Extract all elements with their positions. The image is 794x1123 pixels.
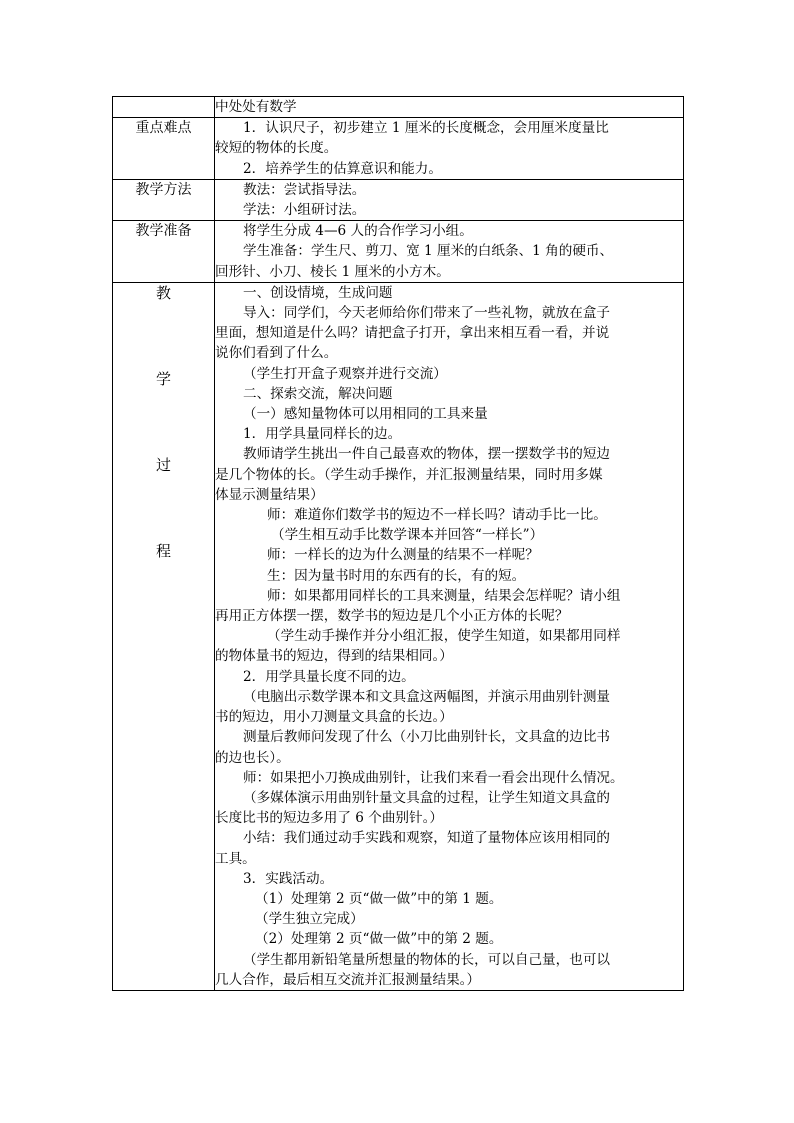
section-heading: 二、探索交流，解决问题	[243, 385, 393, 402]
text-line: 师：如果都用同样长的工具来测量，结果会怎样呢？请小组	[267, 587, 621, 604]
process-label-char: 过	[155, 455, 171, 474]
sub-heading: （一）感知量物体可以用相同的工具来量	[243, 406, 488, 423]
text-line: 长度比书的短边多用了 6 个曲别针。）	[215, 810, 443, 827]
text-line: 说你们看到了什么。	[215, 345, 338, 362]
text-line: （1）处理第 2 页“做一做”中的第 1 题。	[255, 890, 503, 907]
text-line: （2）处理第 2 页“做一做”中的第 2 题。	[255, 931, 503, 948]
text-line: 学法：小组研讨法。	[243, 202, 366, 219]
sub-heading: 1．用学具量同样长的边。	[243, 426, 402, 443]
text-line: 小结：我们通过动手实践和观察，知道了量物体应该用相同的	[243, 830, 611, 847]
text-line: 书的短边，用小刀测量文具盒的长边。）	[215, 709, 453, 726]
text-line: 师：如果把小刀换成曲别针，让我们来看一看会出现什么情况。	[243, 769, 624, 786]
text-line: 导入：同学们，今天老师给你们带来了一些礼物，就放在盒子	[243, 305, 611, 322]
text-line: 师：难道你们数学书的短边不一样长吗？请动手比一比。	[267, 507, 607, 524]
text-line: 较短的物体的长度。	[215, 140, 338, 157]
title-row	[113, 97, 684, 118]
text-line: 的边也长）。	[215, 749, 290, 766]
process-label-char: 学	[155, 369, 171, 388]
text-line: 师：一样长的边为什么测量的结果不一样呢？	[267, 547, 539, 564]
process-content	[215, 282, 684, 990]
lesson-title: 中处处有数学	[215, 99, 297, 115]
title-content-cell	[215, 97, 684, 118]
text-line: 里面，想知道是什么吗？请把盒子打开，拿出来相互看一看，并说	[215, 325, 610, 342]
sub-heading: 2．用学具量长度不同的边。	[243, 668, 415, 685]
process-label-char: 程	[155, 541, 171, 560]
lesson-plan-table	[112, 96, 684, 991]
text-line: 2．培养学生的估算意识和能力。	[243, 160, 442, 177]
sub-heading: 3．实践活动。	[243, 870, 334, 887]
text-line: 学生准备：学生尺、剪刀、宽 1 厘米的白纸条、1 角的硬币、	[243, 243, 614, 260]
text-line: （学生都用新铅笔量所想量的物体的长，可以自己量，也可以	[243, 951, 611, 968]
methods-content	[215, 179, 684, 220]
text-line: 是几个物体的长。（学生动手操作，并汇报测量结果，同时用多媒	[215, 466, 603, 483]
text-line: 将学生分成 4—6 人的合作学习小组。	[243, 223, 473, 240]
text-line: 再用正方体摆一摆，数学书的短边是几个小正方体的长呢？	[215, 608, 569, 625]
section-heading: 一、创设情境，生成问题	[243, 284, 393, 301]
process-label-char: 教	[155, 283, 171, 302]
preparation-content	[215, 221, 684, 283]
text-line: （电脑出示数学课本和文具盒这两幅图，并演示用曲别针测量	[243, 688, 611, 705]
text-line: （学生独立完成）	[255, 911, 364, 928]
text-line: 回形针、小刀、棱长 1 厘米的小方木。	[215, 263, 450, 280]
preparation-row	[113, 221, 684, 283]
text-line: 教法：尝试指导法。	[243, 181, 366, 198]
text-line: 测量后教师问发现了什么（小刀比曲别针长，文具盒的边比书	[243, 729, 611, 746]
preparation-label: 教学准备	[113, 221, 215, 283]
text-line: 教师请学生挑出一件自己最喜欢的物体，摆一摆数学书的短边	[243, 446, 611, 463]
text-line: （多媒体演示用曲别针量文具盒的过程，让学生知道文具盒的	[243, 789, 611, 806]
process-row	[113, 282, 684, 990]
process-label	[113, 282, 215, 990]
key-points-row	[113, 118, 684, 180]
key-points-label: 重点难点	[113, 118, 215, 180]
methods-label: 教学方法	[113, 179, 215, 220]
text-line: 1．认识尺子，初步建立 1 厘米的长度概念，会用厘米度量比	[243, 120, 609, 137]
methods-row	[113, 179, 684, 220]
text-line: （学生相互动手比数学课本并回答“一样长”）	[271, 527, 544, 544]
text-line: 生：因为量书时用的东西有的长，有的短。	[267, 567, 526, 584]
text-line: （学生打开盒子观察并进行交流）	[243, 365, 447, 382]
text-line: （学生动手操作并分小组汇报，使学生知道，如果都用同样	[267, 628, 621, 645]
key-points-content	[215, 118, 684, 180]
text-line: 几人合作，最后相互交流并汇报测量结果。）	[215, 971, 481, 988]
text-line: 工具。	[215, 850, 256, 867]
text-line: 的物体量书的短边，得到的结果相同。）	[215, 648, 453, 665]
text-line: 体显示测量结果）	[215, 486, 324, 503]
title-label-cell	[113, 97, 215, 118]
